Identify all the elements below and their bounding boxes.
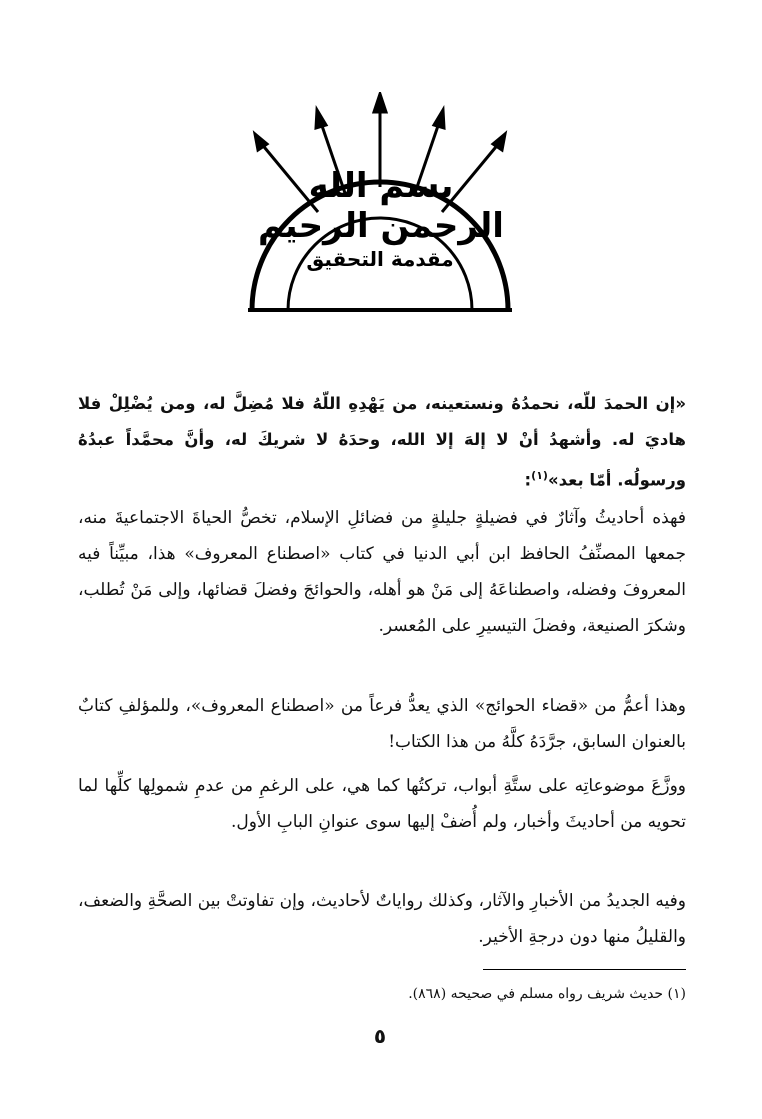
footnote: (١) حديث شريف رواه مسلم في صحيحه (٨٦٨). [408, 986, 686, 1002]
paragraph-4: ووزَّعَ موضوعاتِه على ستَّةِ أبواب، تركتُها كما هي، على الرغمِ من عدمِ شمولِها كلِّها لما تحويه من أحاديثَ وأخبار، ولم أُضفْ إليها سوى عنوانِ البابِ الأول. [78, 776, 686, 832]
page-number: ٥ [373, 1024, 387, 1048]
colon: : [524, 470, 532, 490]
opening-paragraph [78, 386, 686, 499]
paragraph-2: فهذه أحاديثُ وآثارٌ في فضيلةٍ جليلةٍ من فضائلِ الإسلام، تخصُّ الحياةَ الاجتماعيةَ منه، جمعها المصنِّفُ الحافظ ابن أبي الدنيا في كتاب «اصطناع المعروف» هذا، مبيِّناً فيه المعروفَ وفضله، واصطناعَهُ إلى مَنْ هو أهله، والحوائجَ وفضلَ قضائها، وإلى مَنْ تُطلب، وشكرَ الصنيعة، وفضلَ التيسيرِ على المُعسر. [78, 508, 686, 636]
paragraph-5: وفيه الجديدُ من الأخبارِ والآثار، وكذلك رواياتٌ لأحاديث، وإن تفاوتتْ بين الصحَّةِ والضعف، والقليلُ منها دون درجةِ الأخير. [78, 891, 686, 947]
footnote-divider [483, 969, 686, 970]
section-title: مقدمة التحقيق [306, 247, 454, 271]
paragraph-3: وهذا أعمُّ من «قضاء الحوائج» الذي يعدُّ فرعاً من «اصطناع المعروف»، وللمؤلفِ كتابٌ بالعنوان السابق، جرَّدَهُ كلَّهُ من هذا الكتاب! [78, 696, 686, 752]
basmala-calligraphy: بسم الله الرحمن الرحيم [258, 166, 504, 246]
opening-text: «إن الحمدَ للّه، نحمدُهُ ونستعينه، من يَهْدِهِ اللّهُ فلا مُضِلَّ له، ومن يُضْلِلْ فلا هاديَ له. وأشهدُ أنْ لا إلهَ إلا الله، وحدَهُ لا شريكَ له، وأنَّ محمَّداً عبدُهُ ورسولُه. أمّا بعد» [78, 394, 686, 490]
footnote-ref: (١) [531, 469, 548, 482]
